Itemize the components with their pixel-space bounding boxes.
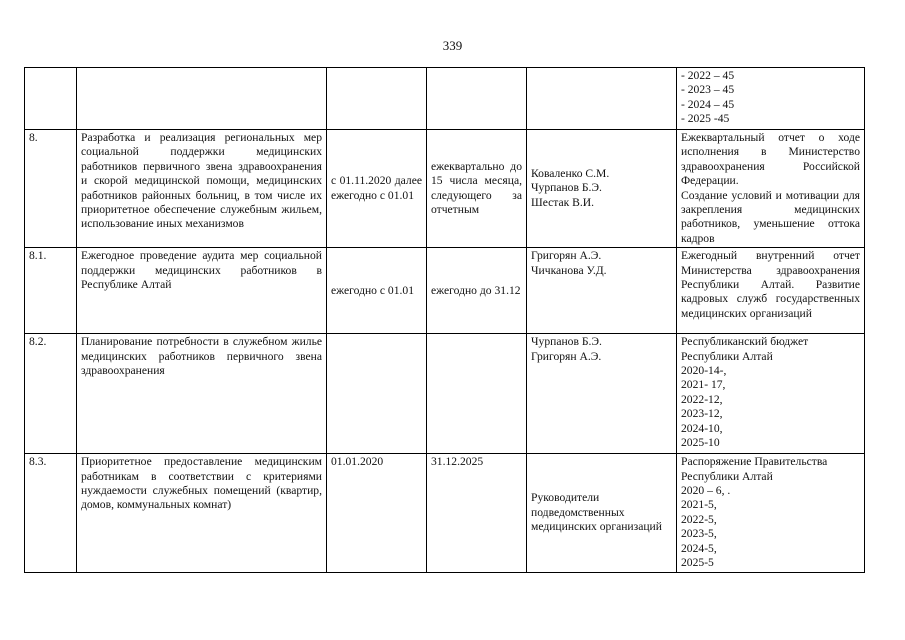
start-date-cell: с 01.11.2020 далее ежегодно с 01.01 [327, 130, 427, 248]
result-paragraph: Создание условий и мотивации для закрепления медицинских работников, уменьшение оттока кадров [681, 188, 860, 245]
row-number [25, 68, 77, 130]
responsible-person: Чурпанов Б.Э. [531, 335, 602, 349]
responsible-cell [527, 248, 677, 334]
row-number: 8.3. [25, 454, 77, 572]
plan-table [24, 67, 865, 573]
result-line: Республиканский бюджет Республики Алтай [681, 335, 809, 363]
table-row [25, 130, 865, 248]
page-number: 339 [442, 38, 463, 53]
table-row [25, 68, 865, 130]
result-cell [677, 334, 865, 454]
responsible-cell [527, 130, 677, 248]
responsible-cell [527, 334, 677, 454]
row-number: 8. [25, 130, 77, 248]
responsible-person: Руководители подведомственных медицинских организаций [531, 491, 662, 534]
start-date-cell: ежегодно с 01.01 [327, 248, 427, 334]
period-cell: ежеквартально до 15 числа месяца, следующего за отчетным [427, 130, 527, 248]
start-date-cell: 01.01.2020 [327, 454, 427, 572]
result-line: 2021-5, [681, 498, 717, 512]
result-line: 2023-12, [681, 407, 723, 421]
responsible-person: Григорян А.Э. [531, 249, 602, 263]
result-line: - 2025 -45 [681, 112, 730, 126]
start-date-cell [327, 68, 427, 130]
result-line: 2024-5, [681, 541, 717, 555]
activity-cell: Приоритетное предоставление медицинским работникам в соответствии с критериями нуждаемости служебных помещений (квартир, домов, коммунальных комнат) [77, 454, 327, 572]
responsible-person: Чичканова У.Д. [531, 263, 607, 277]
result-line: 2020 – 6, . [681, 484, 731, 498]
row-number: 8.1. [25, 248, 77, 334]
result-line: 2022-12, [681, 392, 723, 406]
result-line: 2025-5 [681, 556, 714, 570]
period-cell [427, 68, 527, 130]
responsible-cell [527, 454, 677, 572]
result-line: 2021- 17, [681, 378, 726, 392]
table-row [25, 248, 865, 334]
result-line: 2025-10 [681, 436, 720, 450]
result-line: Распоряжение Правительства Республики Алтай [681, 455, 828, 483]
period-cell: 31.12.2025 [427, 454, 527, 572]
table-row [25, 454, 865, 572]
result-cell: Ежегодный внутренний отчет Министерства здравоохранения Республики Алтай. Развитие кадровых служб государственных медицинских организаций [677, 248, 865, 334]
result-line: - 2024 – 45 [681, 97, 735, 111]
result-cell [677, 130, 865, 248]
result-cell [677, 454, 865, 572]
result-line: 2020-14-, [681, 364, 727, 378]
table-row [25, 334, 865, 454]
activity-cell: Разработка и реализация региональных мер социальной поддержки медицинских работников первичного звена здравоохранения и скорой медицинской помощи, медицинских работников районных больниц, в том числе их приоритетное обеспечение служебным жильем, использование иных механизмов [77, 130, 327, 248]
row-number: 8.2. [25, 334, 77, 454]
activity-cell [77, 68, 327, 130]
result-line: 2023-5, [681, 527, 717, 541]
responsible-cell [527, 68, 677, 130]
activity-cell: Планирование потребности в служебном жилье медицинских работников первичного звена здравоохранения [77, 334, 327, 454]
period-cell: ежегодно до 31.12 [427, 248, 527, 334]
responsible-person: Шестак В.И. [531, 195, 595, 209]
responsible-person: Чурпанов Б.Э. [531, 181, 602, 195]
result-line: - 2022 – 45 [681, 69, 735, 82]
result-paragraph: Ежеквартальный отчет о ходе исполнения в Министерство здравоохранения Российской Федерации. [681, 131, 860, 188]
activity-cell: Ежегодное проведение аудита мер социальной поддержки медицинских работников в Республике Алтай [77, 248, 327, 334]
result-cell [677, 68, 865, 130]
period-cell [427, 334, 527, 454]
start-date-cell [327, 334, 427, 454]
result-line: 2024-10, [681, 421, 723, 435]
result-line: - 2023 – 45 [681, 83, 735, 97]
responsible-person: Григорян А.Э. [531, 349, 602, 363]
result-line: 2022-5, [681, 512, 717, 526]
responsible-person: Коваленко С.М. [531, 167, 610, 181]
